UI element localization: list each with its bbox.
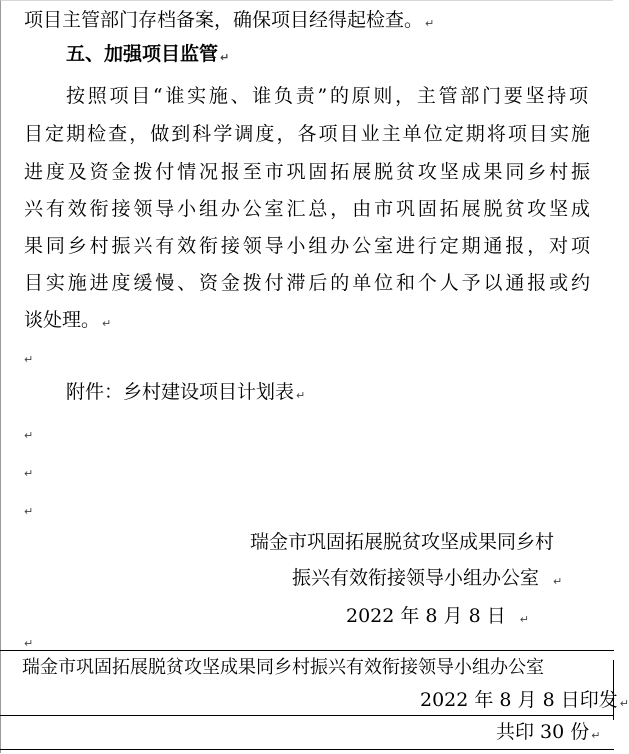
paragraph-line-text: 谈处理。 [24,309,101,331]
signature-line [292,566,562,594]
paragraph-mark: ↵ [24,467,34,480]
paragraph-mark: ↵ [591,729,601,742]
footer-middle-rule [0,715,614,716]
signature-line: 瑞金市巩固拓展脱贫攻坚成果同乡村 [250,531,555,553]
paragraph-last-line [24,308,111,336]
paragraph-mark: ↵ [24,429,34,442]
footer-top-rule [0,650,614,651]
intro-tail-text: 项目主管部门存档备案，确保项目经得起检查。 [24,9,424,31]
paragraph-line: 目实施进度缓慢、资金拨付滞后的单位和个人予以通报或约 [24,272,590,294]
empty-paragraph [22,420,33,448]
paragraph-line: 目定期检查，做到科学调度，各项目业主单位定期将项目实施 [24,123,590,145]
empty-paragraph [22,628,33,656]
paragraph-line: 果同乡村振兴有效衔接领导小组办公室进行定期通报，对项 [24,235,590,257]
paragraph-mark: ↵ [519,613,529,626]
paragraph-mark: ↵ [102,317,112,330]
paragraph-line: 按照项目“谁实施、谁负责”的原则，主管部门要坚持项 [66,85,588,107]
paragraph-mark: ↵ [553,575,563,588]
date-text: 2022 年 8 月 8 日 [346,605,506,627]
paragraph-line: 进度及资金拨付情况报至市巩固拓展脱贫攻坚成果同乡村振 [24,161,590,183]
right-margin-marker [610,660,614,720]
footer-copies: 共印 30 份 [496,721,590,743]
empty-paragraph [22,496,33,524]
paragraph-line: 兴有效衔接领导小组办公室汇总，由市巩固拓展脱贫攻坚成 [24,198,590,220]
paragraph-mark: ↵ [24,505,34,518]
footer-issue-date: 2022 年 8 月 8 日印发 [420,689,618,711]
paragraph-mark: ↵ [619,697,629,710]
paragraph-mark: ↵ [220,51,230,64]
footer-issuer: 瑞金市巩固拓展脱贫攻坚成果同乡村振兴有效衔接领导小组办公室 [22,657,544,678]
signature-line-text: 振兴有效衔接领导小组办公室 [292,567,540,589]
attachment-text: 附件：乡村建设项目计划表 [66,381,295,403]
date-line [346,604,529,632]
footer-copies-line [496,720,600,748]
empty-paragraph [22,344,33,372]
footer-issue-date-line [420,688,629,716]
footer-bottom-rule [0,749,614,750]
paragraph-mark: ↵ [425,17,435,30]
empty-paragraph [22,458,33,486]
paragraph-mark: ↵ [24,637,34,650]
section-heading-text: 五、加强项目监管 [66,43,219,65]
attachment-line [66,380,305,408]
section-heading [66,42,229,70]
paragraph-mark: ↵ [296,389,306,402]
paragraph-mark: ↵ [24,353,34,366]
intro-tail-line [24,8,434,36]
